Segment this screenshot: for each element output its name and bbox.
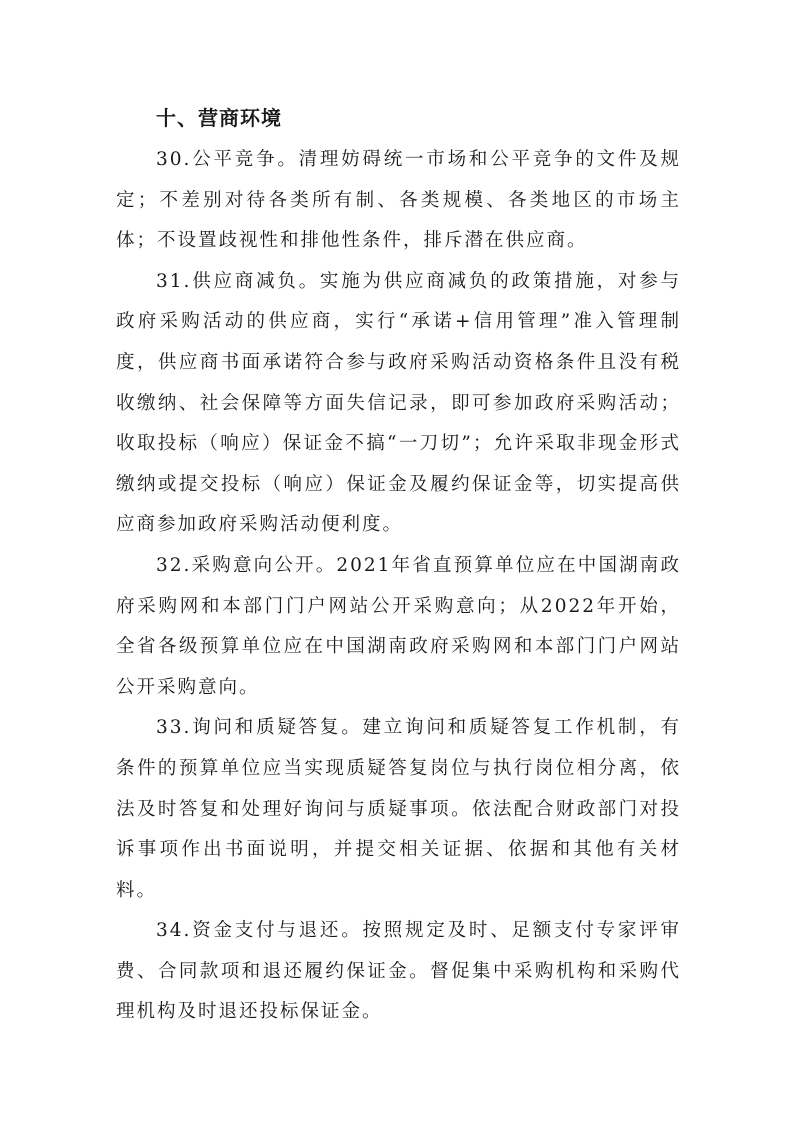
paragraph-31-supplier-burden-reduction: 31.供应商减负。实施为供应商减负的政策措施，对参与政府采购活动的供应商，实行“承诺+信用管理”准入管理制度，供应商书面承诺符合参与政府采购活动资格条件且没有税收缴纳、社会保障等方面失信记录，即可参加政府采购活动；收取投标（响应）保证金不搞“一刀切”；允许采取非现金形式缴纳或提交投标（响应）保证金及履约保证金等，切实提高供应商参加政府采购活动便利度。 <box>116 270 681 536</box>
paragraph-33-inquiry-and-challenge-reply: 33.询问和质疑答复。建立询问和质疑答复工作机制，有条件的预算单位应当实现质疑答复岗位与执行岗位相分离，依法及时答复和处理好询问与质疑事项。依法配合财政部门对投诉事项作出书面说明，并提交相关证据、依据和其他有关材料。 <box>116 717 681 901</box>
paragraph-30-fair-competition: 30.公平竞争。清理妨碍统一市场和公平竞争的文件及规定；不差别对待各类所有制、各类规模、各类地区的市场主体；不设置歧视性和排他性条件，排斥潜在供应商。 <box>116 149 681 252</box>
paragraph-32-procurement-intention-disclosure: 32.采购意向公开。2021年省直预算单位应在中国湖南政府采购网和本部门门户网站公开采购意向；从2022年开始，全省各级预算单位应在中国湖南政府采购网和本部门门户网站公开采购意向。 <box>116 554 681 698</box>
document-page <box>116 96 681 1033</box>
section-heading: 十、营商环境 <box>156 106 282 130</box>
paragraph-34-payment-and-refund: 34.资金支付与退还。按照规定及时、足额支付专家评审费、合同款项和退还履约保证金。督促集中采购机构和采购代理机构及时退还投标保证金。 <box>116 920 681 1023</box>
